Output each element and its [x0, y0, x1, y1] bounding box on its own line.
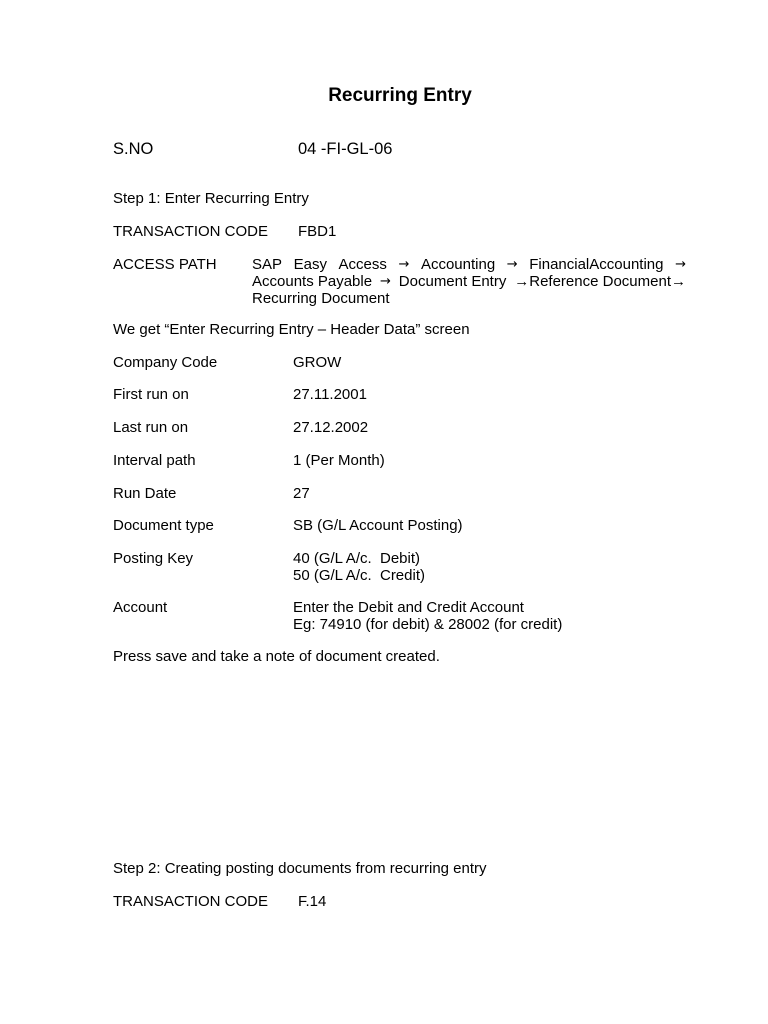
arrow-right-icon: → — [675, 257, 686, 272]
step2-heading: Step 2: Creating posting documents from recurring entry — [113, 860, 487, 877]
field-value-company-code: GROW — [293, 354, 342, 371]
path-token: →Reference Document→ — [514, 273, 686, 290]
field-value-posting-key-debit: 40 (G/L A/c. Debit) — [293, 550, 420, 567]
screen-note: We get “Enter Recurring Entry – Header Data” screen — [113, 321, 470, 338]
access-path-line-1 — [252, 256, 686, 273]
step1-transaction-label: TRANSACTION CODE — [113, 223, 269, 240]
field-label-last-run: Last run on — [113, 419, 189, 436]
field-value-first-run: 27.11.2001 — [293, 386, 367, 403]
path-token: Accounts Payable — [252, 273, 373, 290]
path-token: Accounting — [420, 256, 496, 273]
access-path-line-3 — [252, 290, 686, 307]
field-label-account: Account — [113, 599, 168, 616]
path-token: Access — [338, 256, 387, 273]
path-token: Easy — [293, 256, 327, 273]
step1-transaction-value: FBD1 — [298, 223, 337, 240]
access-path-line-2 — [252, 273, 686, 290]
field-label-interval: Interval path — [113, 452, 196, 469]
sno-label: S.NO — [113, 140, 154, 158]
arrow-right-icon: → — [398, 257, 410, 272]
field-value-document-type: SB (G/L Account Posting) — [293, 517, 463, 534]
field-label-document-type: Document type — [113, 517, 214, 534]
field-value-posting-key-credit: 50 (G/L A/c. Credit) — [293, 567, 425, 584]
field-value-account-example: Eg: 74910 (for debit) & 28002 (for credit) — [293, 616, 563, 633]
field-label-run-date: Run Date — [113, 485, 177, 502]
field-value-account: Enter the Debit and Credit Account — [293, 599, 524, 616]
step1-heading: Step 1: Enter Recurring Entry — [113, 190, 309, 207]
closing-note: Press save and take a note of document created. — [113, 648, 440, 665]
path-token: FinancialAccounting — [529, 256, 664, 273]
access-path-value — [252, 256, 686, 307]
step2-transaction-value: F.14 — [298, 893, 327, 910]
field-label-company-code: Company Code — [113, 354, 218, 371]
field-label-posting-key: Posting Key — [113, 550, 194, 567]
field-label-first-run: First run on — [113, 386, 189, 403]
arrow-right-icon: → — [506, 257, 518, 272]
path-token: SAP — [252, 256, 283, 273]
path-token: Document Entry — [398, 273, 507, 290]
sno-value: 04 -FI-GL-06 — [298, 140, 393, 158]
arrow-right-icon: → — [379, 274, 391, 289]
step2-transaction-label: TRANSACTION CODE — [113, 893, 269, 910]
access-path-label: ACCESS PATH — [113, 256, 217, 273]
field-value-interval: 1 (Per Month) — [293, 452, 385, 469]
page-title: Recurring Entry — [328, 85, 472, 106]
field-value-last-run: 27.12.2002 — [293, 419, 369, 436]
field-value-run-date: 27 — [293, 485, 310, 502]
path-token: Recurring Document — [252, 290, 390, 307]
